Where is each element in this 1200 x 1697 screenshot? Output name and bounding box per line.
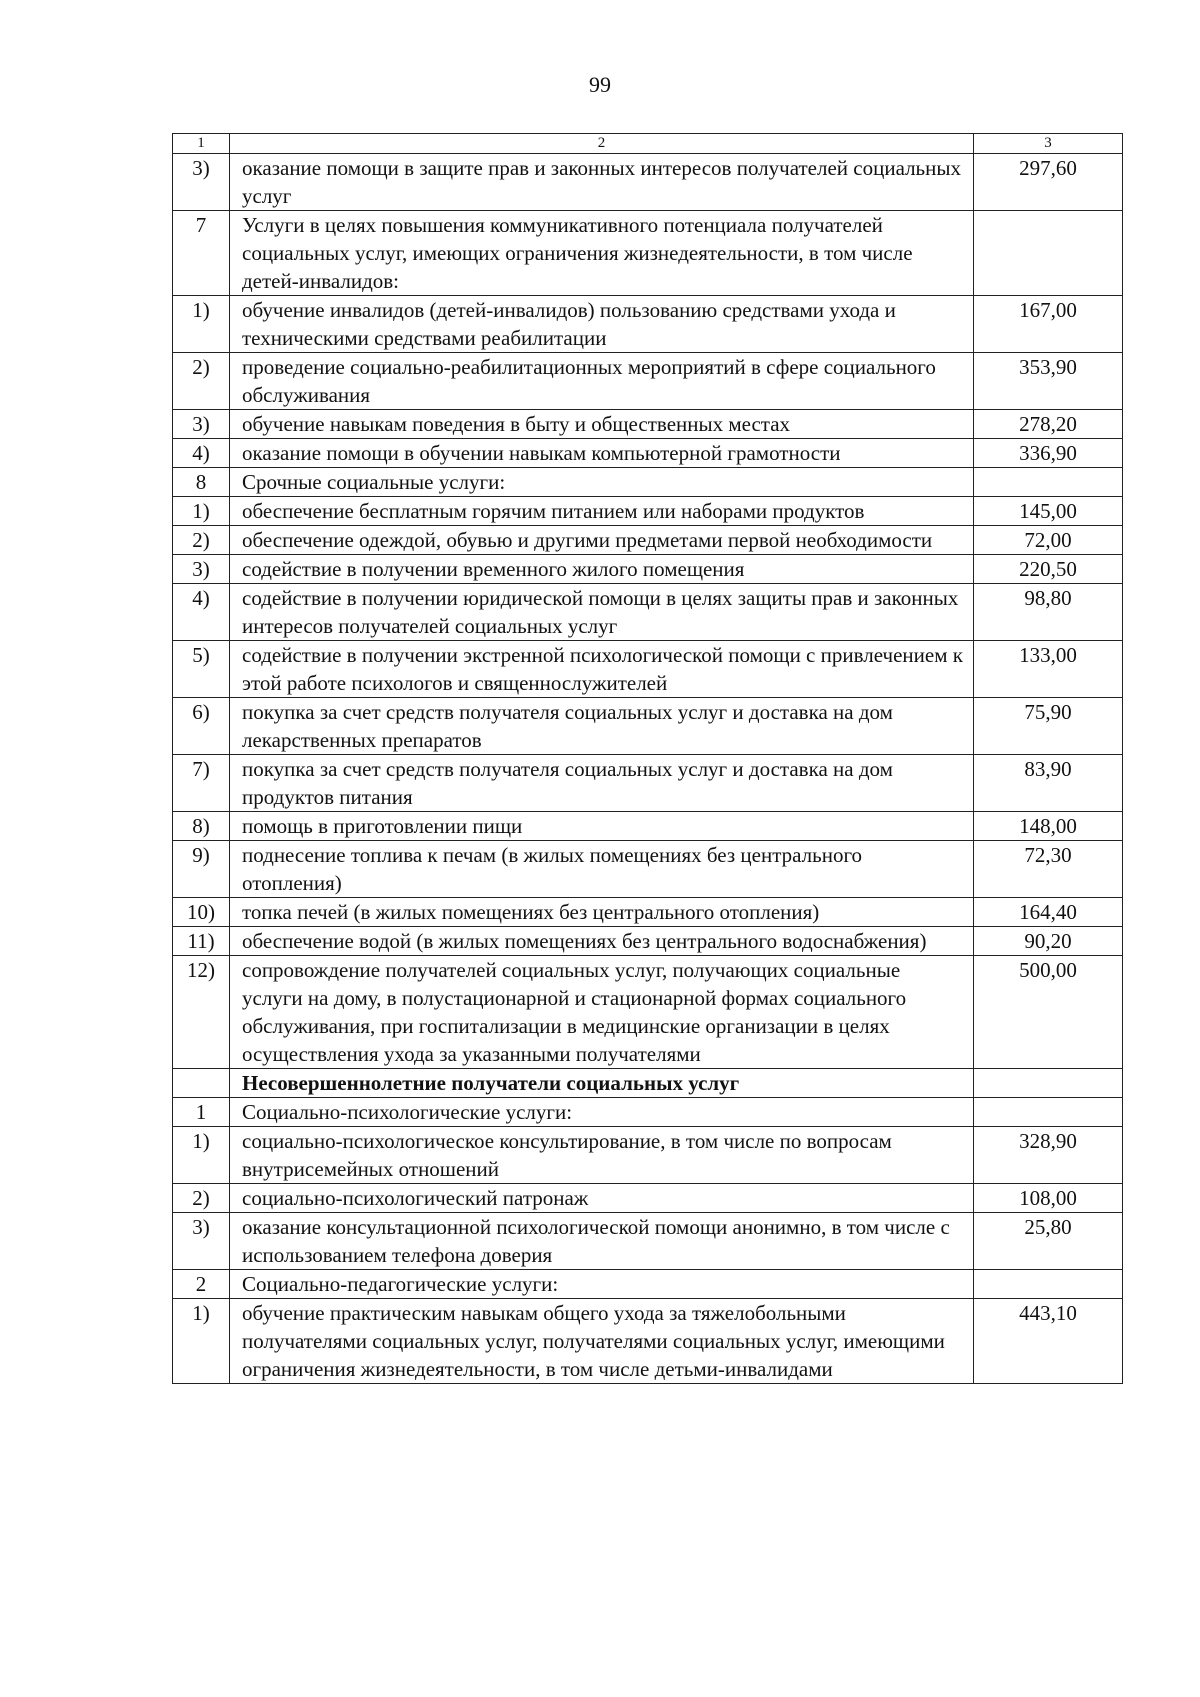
row-number [173,1069,230,1098]
service-price: 500,00 [974,956,1123,1069]
table-row [173,555,1123,584]
row-number: 1 [173,1098,230,1127]
service-price: 297,60 [974,154,1123,211]
row-number: 2) [173,526,230,555]
table-row [173,353,1123,410]
service-price [974,468,1123,497]
service-name: обучение инвалидов (детей-инвалидов) пользованию средствами ухода и техническими средствами реабилитации [230,296,974,353]
table-row [173,1098,1123,1127]
service-price: 25,80 [974,1213,1123,1270]
table-row [173,1270,1123,1299]
service-name: сопровождение получателей социальных услуг, получающих социальные услуги на дому, в полустационарной и стационарной формах социального обслуживания, при госпитализации в медицинские организации в целях осуществления ухода за указанными получателями [230,956,974,1069]
service-price: 72,00 [974,526,1123,555]
page-number: 99 [589,72,611,97]
row-number: 5) [173,641,230,698]
service-name: Социально-психологические услуги: [230,1098,974,1127]
table-row [173,956,1123,1069]
table-row [173,927,1123,956]
service-name: обучение практическим навыкам общего ухода за тяжелобольными получателями социальных услуг, получателями социальных услуг, имеющими ограничения жизнедеятельности, в том числе детьми-инвалидами [230,1299,974,1384]
service-name: Срочные социальные услуги: [230,468,974,497]
service-price: 90,20 [974,927,1123,956]
table-row [173,439,1123,468]
row-number: 3) [173,154,230,211]
row-number: 2) [173,353,230,410]
service-price: 83,90 [974,755,1123,812]
service-price: 98,80 [974,584,1123,641]
service-price [974,1098,1123,1127]
table-row [173,698,1123,755]
table-row [173,211,1123,296]
service-price: 353,90 [974,353,1123,410]
table-row [173,1299,1123,1384]
row-number: 10) [173,898,230,927]
service-price: 336,90 [974,439,1123,468]
table-row [173,898,1123,927]
service-name: помощь в приготовлении пищи [230,812,974,841]
table-row [173,1127,1123,1184]
service-name: содействие в получении экстренной психологической помощи с привлечением к этой работе психологов и священнослужителей [230,641,974,698]
row-number: 4) [173,584,230,641]
service-name: Несовершеннолетние получатели социальных услуг [230,1069,974,1098]
row-number: 8 [173,468,230,497]
service-name: покупка за счет средств получателя социальных услуг и доставка на дом лекарственных препаратов [230,698,974,755]
service-name: социально-психологический патронаж [230,1184,974,1213]
service-name: оказание помощи в защите прав и законных интересов получателей социальных услуг [230,154,974,211]
service-price: 443,10 [974,1299,1123,1384]
table-row [173,154,1123,211]
service-price: 167,00 [974,296,1123,353]
row-number: 8) [173,812,230,841]
table-row [173,296,1123,353]
table-body [173,134,1123,1384]
row-number: 3) [173,555,230,584]
header-col-price: 3 [974,134,1123,154]
service-price [974,211,1123,296]
service-price: 148,00 [974,812,1123,841]
table-row [173,584,1123,641]
table-header-row [173,134,1123,154]
table-row [173,812,1123,841]
row-number: 2) [173,1184,230,1213]
row-number: 3) [173,1213,230,1270]
table-row [173,497,1123,526]
row-number: 12) [173,956,230,1069]
row-number: 4) [173,439,230,468]
row-number: 7 [173,211,230,296]
service-price: 75,90 [974,698,1123,755]
service-price: 220,50 [974,555,1123,584]
service-name: обеспечение бесплатным горячим питанием или наборами продуктов [230,497,974,526]
services-price-table [172,133,1123,1384]
row-number: 3) [173,410,230,439]
table-row [173,410,1123,439]
header-col-number: 1 [173,134,230,154]
service-name: содействие в получении временного жилого помещения [230,555,974,584]
table-row [173,1069,1123,1098]
service-name: оказание помощи в обучении навыкам компьютерной грамотности [230,439,974,468]
service-price: 278,20 [974,410,1123,439]
header-col-service: 2 [230,134,974,154]
service-name: топка печей (в жилых помещениях без центрального отопления) [230,898,974,927]
service-name: проведение социально-реабилитационных мероприятий в сфере социального обслуживания [230,353,974,410]
table-row [173,755,1123,812]
service-price [974,1270,1123,1299]
row-number: 2 [173,1270,230,1299]
row-number: 9) [173,841,230,898]
service-name: обеспечение водой (в жилых помещениях без центрального водоснабжения) [230,927,974,956]
table-row [173,526,1123,555]
service-name: обучение навыкам поведения в быту и общественных местах [230,410,974,439]
service-price: 133,00 [974,641,1123,698]
row-number: 6) [173,698,230,755]
row-number: 11) [173,927,230,956]
service-price: 145,00 [974,497,1123,526]
row-number: 1) [173,1299,230,1384]
service-price [974,1069,1123,1098]
service-name: обеспечение одеждой, обувью и другими предметами первой необходимости [230,526,974,555]
row-number: 7) [173,755,230,812]
service-name: покупка за счет средств получателя социальных услуг и доставка на дом продуктов питания [230,755,974,812]
row-number: 1) [173,497,230,526]
service-name: социально-психологическое консультирование, в том числе по вопросам внутрисемейных отношений [230,1127,974,1184]
row-number: 1) [173,1127,230,1184]
service-name: Социально-педагогические услуги: [230,1270,974,1299]
table-row [173,468,1123,497]
table-row [173,841,1123,898]
service-name: Услуги в целях повышения коммуникативного потенциала получателей социальных услуг, имеющих ограничения жизнедеятельности, в том числе детей-инвалидов: [230,211,974,296]
service-name: содействие в получении юридической помощи в целях защиты прав и законных интересов получателей социальных услуг [230,584,974,641]
table-row [173,1184,1123,1213]
table-row [173,1213,1123,1270]
service-price: 164,40 [974,898,1123,927]
service-name: оказание консультационной психологической помощи анонимно, в том числе с использованием телефона доверия [230,1213,974,1270]
row-number: 1) [173,296,230,353]
table-row [173,641,1123,698]
service-name: поднесение топлива к печам (в жилых помещениях без центрального отопления) [230,841,974,898]
service-price: 108,00 [974,1184,1123,1213]
service-price: 72,30 [974,841,1123,898]
service-price: 328,90 [974,1127,1123,1184]
